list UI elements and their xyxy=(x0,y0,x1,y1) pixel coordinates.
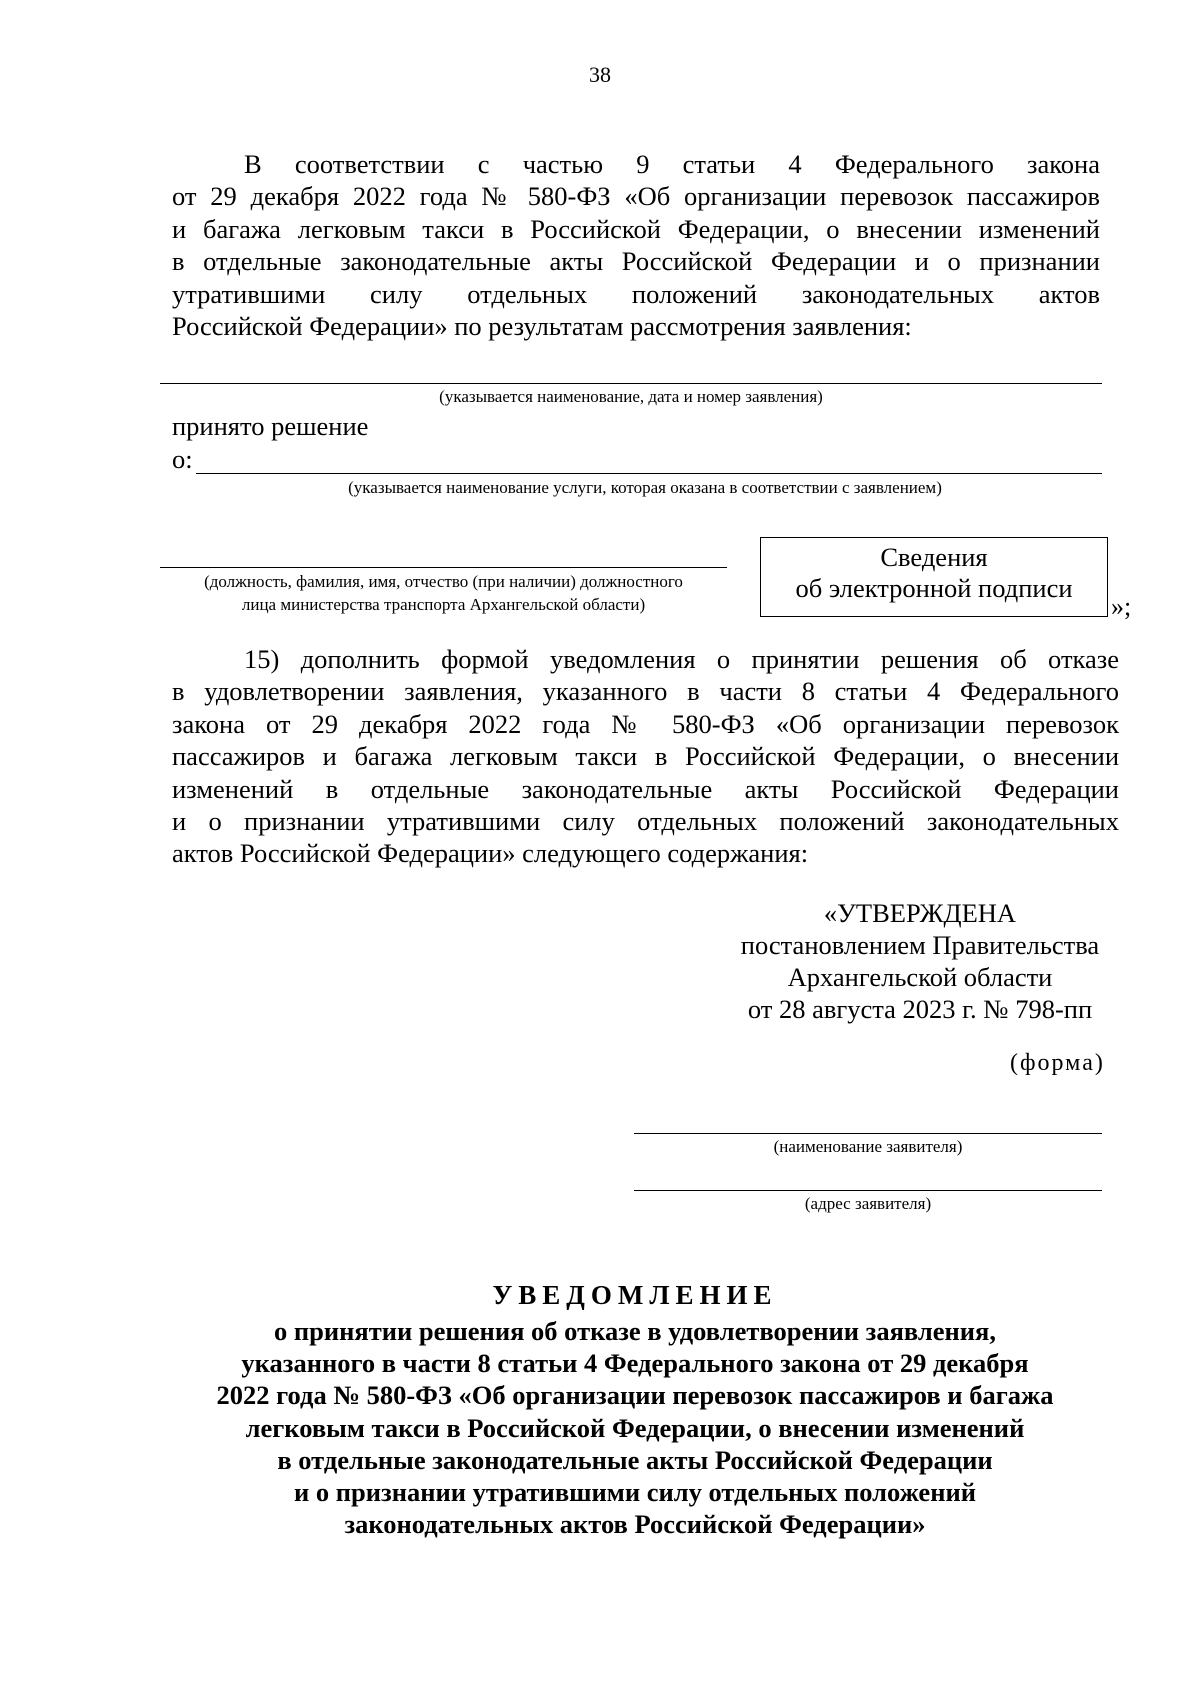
official-caption-line1: (должность, фамилия, имя, отчество (при наличии) должностного xyxy=(204,572,683,591)
application-caption: (указывается наименование, дата и номер заявления) xyxy=(439,387,823,406)
closing-quote-mark: »; xyxy=(1111,592,1132,621)
application-field-line xyxy=(160,383,1102,384)
notice-line: о принятии решения об отказе в удовлетворении заявления, xyxy=(273,1316,997,1346)
official-field-line xyxy=(160,567,727,568)
notice-subtitle xyxy=(0,1315,1200,1540)
approval-line2: постановлением Правительства xyxy=(740,930,1100,960)
applicant-address-caption: (адрес заявителя) xyxy=(804,1194,932,1213)
notice-line: законодательных актов Российской Федерации» xyxy=(344,1509,926,1540)
approval-line1: «УТВЕРЖДЕНА xyxy=(823,898,1017,928)
applicant-name-line xyxy=(634,1133,1102,1134)
intro-line: утратившими силу отдельных положений законодательных актов xyxy=(172,278,1100,309)
item15-line: закона от 29 декабря 2022 года № 580-ФЗ «Об организации перевозок xyxy=(172,708,1119,739)
decision-label-line2: о: xyxy=(172,444,193,474)
applicant-name-caption: (наименование заявителя) xyxy=(773,1137,963,1156)
page-number: 38 xyxy=(589,62,611,87)
notice-line: 2022 года № 580-ФЗ «Об организации перевозок пассажиров и багажа xyxy=(216,1380,1054,1411)
item15-line: актов Российской Федерации» следующего содержания: xyxy=(172,838,809,869)
approval-line3: Архангельской области xyxy=(787,962,1053,992)
item15-paragraph xyxy=(172,643,1119,870)
item15-line: и о признании утратившими силу отдельных положений законодательных xyxy=(172,805,1119,836)
service-caption: (указывается наименование услуги, которая оказана в соответствии с заявлением) xyxy=(348,478,942,497)
item15-line: в удовлетворении заявления, указанного в части 8 статьи 4 Федерального xyxy=(172,676,1119,707)
notice-line: легковым такси в Российской Федерации, о внесении изменений xyxy=(245,1412,1025,1443)
item15-line: пассажиров и багажа легковым такси в Российской Федерации, о внесении xyxy=(172,741,1119,772)
notice-line: в отдельные законодательные акты Российской Федерации xyxy=(277,1444,993,1475)
decision-label-line1: принято решение xyxy=(172,411,369,441)
signature-box-line2: об электронной подписи xyxy=(795,573,1073,603)
intro-line: от 29 декабря 2022 года № 580-ФЗ «Об организации перевозок пассажиров xyxy=(172,181,1100,212)
intro-paragraph xyxy=(172,148,1100,342)
notice-title: УВЕДОМЛЕНИЕ xyxy=(492,1280,778,1310)
approval-line4: от 28 августа 2023 г. № 798-пп xyxy=(747,994,1093,1024)
applicant-address-line xyxy=(634,1190,1102,1191)
official-caption-line2: лица министерства транспорта Архангельской области) xyxy=(241,595,646,614)
service-field-line xyxy=(196,473,1102,474)
approval-block xyxy=(690,897,1150,1025)
notice-line: и о признании утратившими силу отдельных положений xyxy=(294,1477,976,1508)
intro-line: в отдельные законодательные акты Российской Федерации и о признании xyxy=(172,246,1100,277)
item15-line: 15) дополнить формой уведомления о принятии решения об отказе xyxy=(244,644,1119,674)
signature-box-line1: Сведения xyxy=(880,542,988,572)
intro-line: В соответствии с частью 9 статьи 4 Федерального закона xyxy=(244,149,1100,179)
intro-line: Российской Федерации» по результатам рассмотрения заявления: xyxy=(172,310,912,341)
intro-line: и багажа легковым такси в Российской Федерации, о внесении изменений xyxy=(172,213,1100,244)
item15-line: изменений в отдельные законодательные акты Российской Федерации xyxy=(172,773,1119,804)
electronic-signature-box xyxy=(760,537,1108,617)
notice-line: указанного в части 8 статьи 4 Федерального закона от 29 декабря xyxy=(241,1348,1029,1379)
form-mark: (форма) xyxy=(1010,1050,1105,1076)
